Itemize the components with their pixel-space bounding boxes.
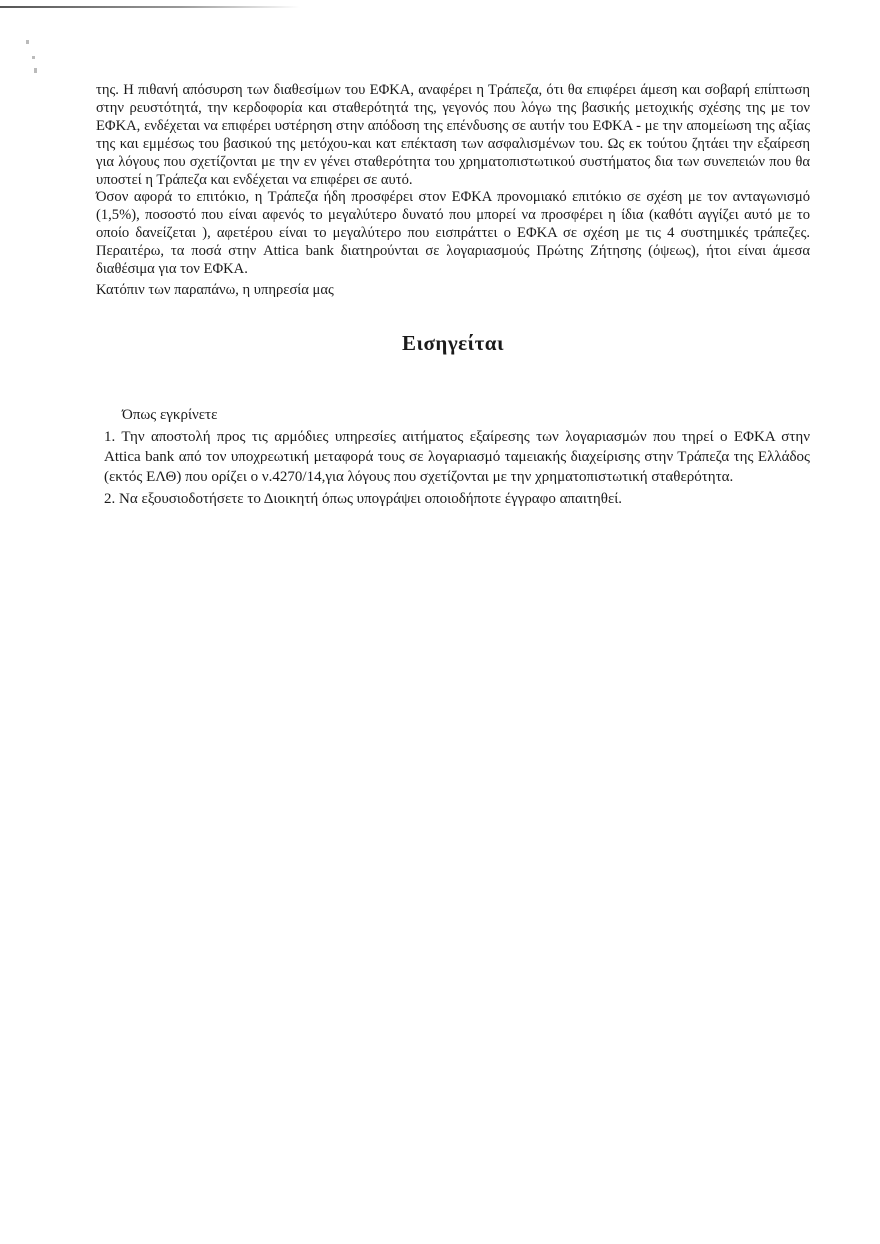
- scan-edge-artifact: [0, 6, 300, 8]
- list-item-number: 2.: [104, 490, 116, 507]
- body-paragraph-2: Όσον αφορά το επιτόκιο, η Τράπεζα ήδη προσφέρει στον ΕΦΚΑ προνομιακό επιτόκιο σε σχέση με τον ανταγωνισμό (1,5%), ποσοστό που είναι αφενός το μεγαλύτερο δυνατό που μπορεί να προσφέρει η ίδια (καθότι αγγίζει αυτό με το οποίο δανείζεται ), αφετέρου είναι το μεγαλύτερο που εισπράττει ο ΕΦΚΑ σε σχέση με τις 4 συστημικές τράπεζες. Περαιτέρω, τα ποσά στην Attica bank διατηρούνται σε λογαριασμούς Πρώτης Ζήτησης (όψεως), ήτοι είναι άμεσα διαθέσιμα για τον ΕΦΚΑ.: [96, 189, 810, 278]
- list-item: [96, 489, 810, 509]
- list-item-number: 1.: [104, 428, 116, 445]
- list-item-text: Να εξουσιοδοτήσετε το Διοικητή όπως υπογράψει οποιοδήποτε έγγραφο απαιτηθεί.: [119, 490, 623, 507]
- scan-speck: [34, 68, 37, 73]
- closing-line: Κατόπιν των παραπάνω, η υπηρεσία μας: [96, 281, 334, 298]
- body-paragraph-1: της. Η πιθανή απόσυρση των διαθεσίμων του ΕΦΚΑ, αναφέρει η Τράπεζα, ότι θα επιφέρει άμεση και σοβαρή επίπτωση στην ρευστότητά, την κερδοφορία και σταθερότητά της, γεγονός που λόγω της βασικής μετοχικής σχέσης της με τον ΕΦΚΑ, ενδέχεται να επιφέρει υστέρηση στην απόδοση της επένδυσης σε αυτήν του ΕΦΚΑ - με την απομείωση της αξίας της και εμμέσως του βασικού της μετόχου-και κατ επέκταση των ασφαλισμένων του. Ως εκ τούτου ζητάει την εξαίρεση για λόγους που σχετίζονται με την εν γένει σταθερότητα του χρηματοπιστωτικού συστήματος δια των συνεπειών που θα υποστεί η Τράπεζα και ενδέχεται να επιφέρει σε αυτό.: [96, 82, 810, 188]
- approval-intro: Όπως εγκρίνετε: [122, 406, 218, 423]
- section-heading: Εισηγείται: [401, 330, 505, 355]
- document-page: [96, 82, 810, 509]
- scan-speck: [32, 56, 35, 59]
- list-item: [96, 427, 810, 487]
- recommendation-list: [96, 427, 810, 509]
- list-item-text: Την αποστολή προς τις αρμόδιες υπηρεσίες αιτήματος εξαίρεσης των λογαριασμών που τηρεί ο ΕΦΚΑ στην Attica bank από τον υποχρεωτική μεταφορά τους σε λογαριασμό ταμειακής διαχείρισης στην Τράπεζα της Ελλάδος (εκτός ΕΛΘ) που ορίζει ο ν.4270/14,για λόγους που σχετίζονται με την χρηματοπιστωτική σταθερότητα.: [104, 428, 810, 485]
- scan-speck: [26, 40, 29, 44]
